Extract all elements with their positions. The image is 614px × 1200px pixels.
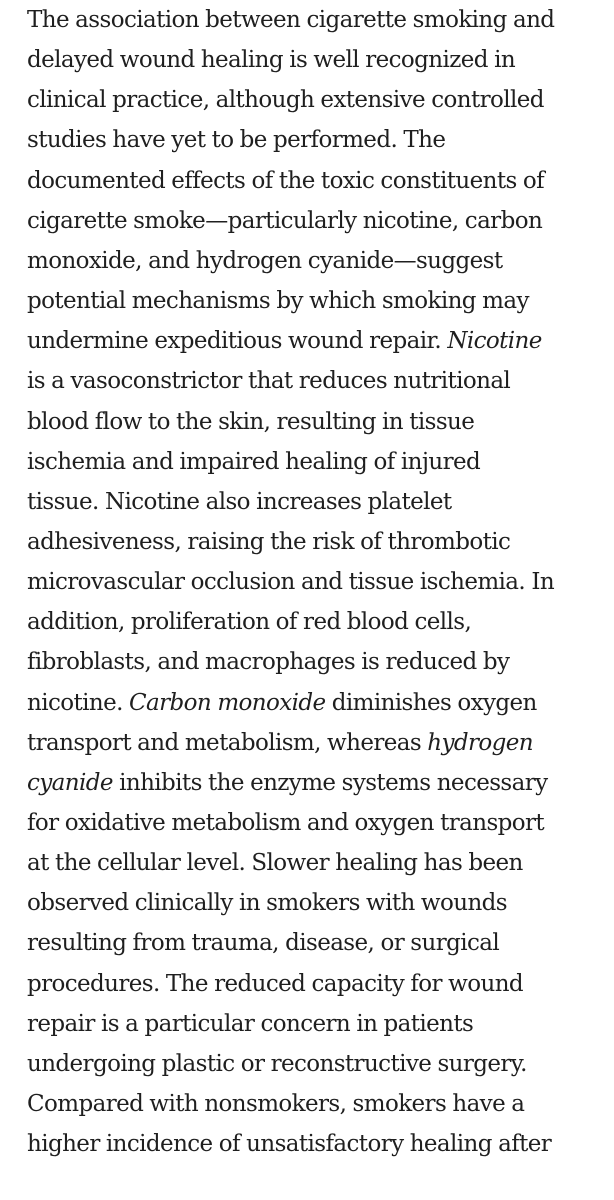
text-run: diminishes oxygen (325, 689, 537, 716)
text-line (27, 442, 480, 482)
text-line (27, 602, 471, 642)
text-run: higher incidence of unsatisfactory healing after (27, 1131, 552, 1158)
text-line (27, 883, 507, 923)
text-line (27, 1044, 527, 1084)
text-run: studies have yet to be performed. The (27, 127, 446, 154)
text-line (27, 0, 554, 40)
text-line (27, 1004, 473, 1044)
text-line (27, 241, 503, 281)
text-run: at the cellular level. Slower healing has been (27, 850, 523, 877)
text-line (27, 281, 529, 321)
text-line (27, 321, 542, 361)
text-line (27, 361, 510, 401)
italic-term: Nicotine (447, 328, 542, 355)
text-line (27, 120, 445, 160)
text-run: observed clinically in smokers with wounds (27, 890, 507, 917)
text-line (27, 642, 509, 682)
text-run: blood flow to the skin, resulting in tissue (27, 408, 475, 435)
text-line (27, 80, 544, 120)
text-run: tissue. Nicotine also increases platelet (27, 488, 452, 515)
text-run: cigarette smoke—particularly nicotine, carbon (27, 207, 543, 234)
text-run: clinical practice, although extensive controlled (27, 87, 544, 114)
text-run: The association between cigarette smoking and (27, 7, 555, 33)
text-line (27, 40, 515, 80)
text-run: potential mechanisms by which smoking may (27, 288, 529, 315)
text-run: monoxide, and hydrogen cyanide—suggest (27, 247, 503, 274)
text-run: nicotine. (27, 689, 130, 716)
text-line (27, 763, 548, 803)
italic-term: cyanide (27, 769, 113, 796)
text-run: ischemia and impaired healing of injured (27, 448, 481, 475)
text-line (27, 923, 499, 963)
text-run: adhesiveness, raising the risk of thrombotic (27, 528, 511, 555)
text-run: addition, proliferation of red blood cells, (27, 609, 472, 636)
text-run: undermine expeditious wound repair. (27, 328, 448, 355)
text-line (27, 201, 542, 241)
text-line (27, 482, 452, 522)
text-run: repair is a particular concern in patients (27, 1010, 474, 1037)
text-run: fibroblasts, and macrophages is reduced by (27, 649, 510, 676)
text-line (27, 522, 510, 562)
text-run: transport and metabolism, whereas (27, 729, 428, 756)
text-run: Compared with nonsmokers, smokers have a (27, 1091, 525, 1118)
text-line (27, 1084, 524, 1124)
text-run: inhibits the enzyme systems necessary (112, 769, 548, 796)
italic-term: Carbon monoxide (129, 689, 326, 716)
text-line (27, 803, 544, 843)
text-line (27, 562, 554, 602)
text-line (27, 402, 474, 442)
text-run: resulting from trauma, disease, or surgical (27, 930, 500, 957)
text-line (27, 964, 523, 1004)
text-run: documented effects of the toxic constituents of (27, 167, 545, 194)
text-line (27, 843, 523, 883)
text-line (27, 161, 544, 201)
text-line (27, 1124, 551, 1164)
text-run: for oxidative metabolism and oxygen transport (27, 810, 545, 836)
text-line (27, 683, 537, 723)
text-run: undergoing plastic or reconstructive surgery. (27, 1050, 527, 1077)
text-run: delayed wound healing is well recognized in (27, 47, 516, 74)
text-run: is a vasoconstrictor that reduces nutritional (27, 368, 511, 395)
italic-term: hydrogen (427, 729, 534, 756)
text-run: microvascular occlusion and tissue ischemia. In (27, 569, 555, 596)
text-line (27, 723, 533, 763)
text-run: procedures. The reduced capacity for wound (27, 970, 524, 997)
